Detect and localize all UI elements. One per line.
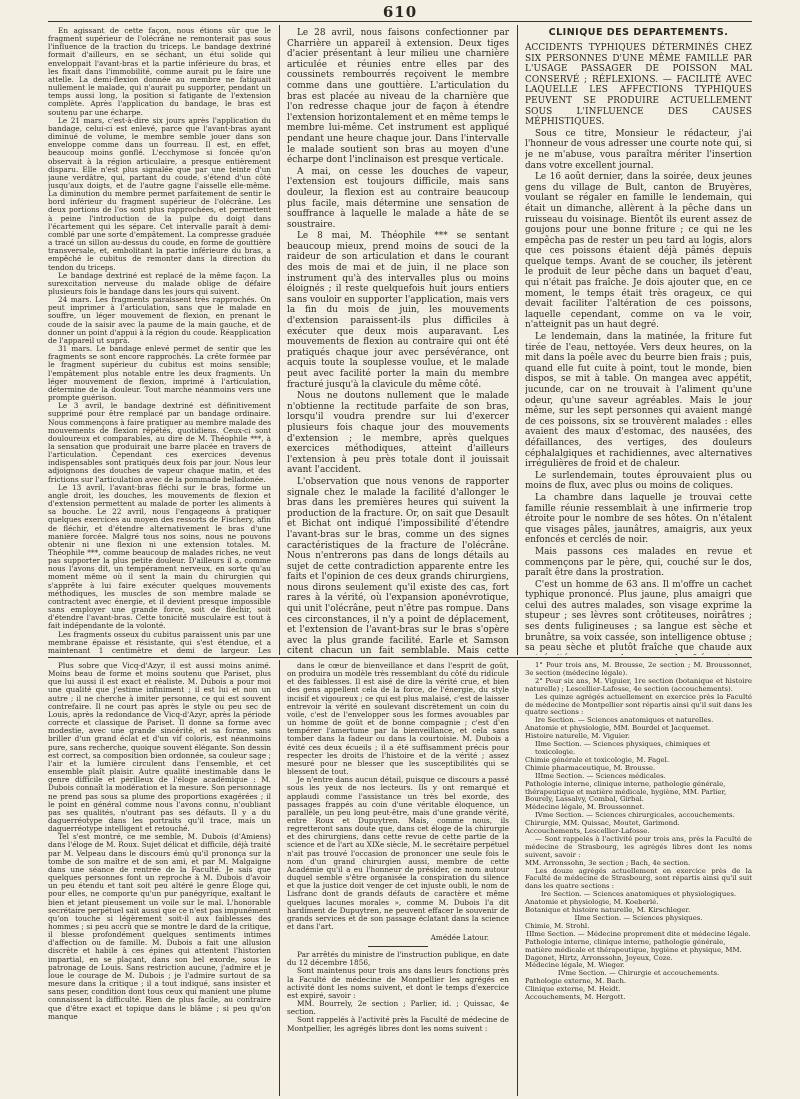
list-item: Anatomie et physiologie, M. Koeberlé. <box>525 898 659 907</box>
list-item: Histoire naturelle, M. Viguier. <box>525 732 630 741</box>
paragraph: dans le cœur de bienveillance et dans l'esprit de goût, on produira un modèle très ressemblant du côté du ridicule et des faiblesses. Il est aisé de dire la vérité crue, et bien des gens appellent cela de la force, de l'énergie, du style incisif et vigoureux ; ce qui est plus malaisé, c'est de laisser entrevoir la vérité en soulevant discrètement un coin du voile, c'est de l'envelopper sous les formes avouables par un homme de goût et de bonne compagnie ; c'est d'en tempérer l'amertume par la bienveillance, et cela sans tomber dans la fadeur ou dans la courtoisie. M. Dubois a évité ces deux écueils ; il a été suffisamment précis pour respecter les droits de l'histoire et de la vérité ; assez mesuré pour ne blesser que les susceptibilités qui se blessent de tout. <box>287 662 509 777</box>
paragraph: Le 21 mars, c'est-à-dire six jours après l'application du bandage, celui-ci est enlevé, parce que l'avant-bras ayant diminué de volume, le membre semble jouer dans son enveloppe comme dans un fourreau. Il est, en effet, beaucoup moins gonflé. L'ecchymose si foncée qu'on observait à la région articulaire, a presque entièrement disparu. Elle n'est plus signalée que par une teinte d'un jaune verdâtre, qui, partant du coude, s'étend d'un côté jusqu'aux doigts, et de l'autre gagne l'aisselle elle-même. La diminution du membre permet parfaitement de sentir le bord inférieur du fragment supérieur de l'olécrâne. Les deux portions de l'os sont plus rapprochées, et permettent à peine l'introduction de la pulpe du doigt dans l'écartement qui les sépare. Cet intervalle paraît à demi-comblé par une sorte d'empâtement. La compresse graduée a tracé un sillon au-dessus du coude, en forme de gouttière transversale, et, embolitant la partie inférieure du bras, a empêché le cubitus de remonter dans la direction du tendon du triceps. <box>48 115 271 272</box>
paragraph: La chambre dans laquelle je trouvai cette famille réunie ressemblait à une infirmerie trop étroite pour le nombre de ses hôtes. On n'étalent que visages pâles, jaunâtres, amaigris, aux yeux enfoncés et cerclés de noir. <box>525 492 752 546</box>
list-item: IVme Section. — Sciences chirurgicales, accouchements. <box>535 811 735 820</box>
lower-column-3 <box>525 662 752 1096</box>
lower-column-1 <box>48 662 271 1096</box>
list-item: MM. Arronssohn, 3e section ; Bach, 4e section. <box>525 858 691 867</box>
paragraph: Le lendemain, dans la matinée, la friture fut tirée de l'eau, nettoyée. Vers deux heures, on la mit dans la poêle avec du beurre bien frais ; puis, quand elle fut cuite à point, tout le monde, bien dispos, se mit à table. On mangea avec appétit, jucunde, car on ne trouvait à l'aliment qu'une odeur, qu'une saveur agréables. Mais le jour même, sur les sept personnes qui avaient mangé de ces poissons, six se trouvèrent malades : elles avaient des maux d'estomac, des nausées, des défaillances, des vertiges, des douleurs céphalalgiques et rachidiennes, avec alternatives irrégulières de froid et de chaleur. <box>525 332 752 470</box>
lower-column-2 <box>287 662 509 1096</box>
list-item: Accouchements, Lescellier-Lafosse. <box>525 827 650 836</box>
list-item: Anatomie et physiologie, MM. Bourdel et Jacquemet. <box>525 724 711 733</box>
paragraph: Tel s'est montré, ce me semble, M. Dubois (d'Amiens) dans l'éloge de M. Roux. Sujet délicat et difficile, déjà traité par M. Velpeau dans le discours émù qu'il prononça sur la tombe de son maître et de son ami, et par M. Malgaigne dans une séance de rentrée de la Faculté. Je sais que quelques personnes font un reproche à M. Dubois d'avoir un peu étendu et tant soit peu altéré le genre Éloge qui, pour elles, ne comporte qu'un pur panégyrique, exaltant le bien et jetant pieusement un voile sur le mal. L'honorable secrétaire perpétuel sait aussi que ce n'est pas impunément qu'on touche si légèrement soit-il aux faiblesses des hommes ; si peu accrû que se montre le dard de la critique, il blesse profondément quelques sentiments intimes d'affection ou de famille. M. Dubois a fait une allusion discrète et habile à ces épines qui attentent l'historien impartial, en se plaçant, dans son bel exorde, sous le patronage de Louis. Sans restriction aucune, j'admire et je loue le courage de M. Dubois ; je l'admire surtout de sa mesure dans la critique ; il a tout indiqué, sans insister et sans peser, condition dont tous ceux qui manient une plume connaissent la difficulté. Rien de plus facile, au contraire que d'être exact et topique dans le blâme ; si peu qu'on manque <box>48 832 271 1021</box>
list-item: Pathologie interne, clinique interne, pathologie générale, thérapeutique et matière médicale, hygiène, MM. Parlier, Bourely, Lassalvy, Combal, Girbal. <box>525 779 727 804</box>
paragraph: Le 28 avril, nous faisons confectionner par Charrière un appareil à extension. Deux tiges d'acier présentant à leur milieu une charnière articulée et réunies entre elles par des coussinets rembourrés reçoivent le membre comme dans une gouttière. L'articulation du bras est placée au niveau de la charnière que l'on redresse chaque jour de façon à étendre l'extension horizontalement et en même temps le membre lui-même. Cet instrument est appliqué pendant une heure chaque jour. Dans l'intervalle le malade soutient son bras au moyen d'une écharpe dont l'inclinaison est presque verticale. <box>287 28 509 166</box>
paragraph: Plus sobre que Vicq-d'Azyr, il est aussi moins animé. Moins beau de forme et moins soutenu que Pariset, plus que lui aussi il est exact et réaliste. M. Dubois a pour moi une qualité que j'estime infiniment ; il est lui et non un autre ; il ne cherche à imiter personne, ce qui est souvent contrefaire. Il ne court pas après le style ou peu sec de Louis, après la redondance de Vicq-d'Azyr, après la période correcte et classique de Pariset. Il donne sa forme avec modestie, avec une grande sincérité, et sa forme, sans briller d'un grand éclat et d'un vif coloris, est néanmoins pure, sans recherche, quoique souvent élégante. Son dessin est correct, sa composition bien ordonnée, sa couleur sage ; l'air et la lumière circulent dans l'ensemble, et cet ensemble plaît plaisir. Autre qualité inestimable dans le genre difficile et périlleux de l'éloge académique : M. Dubois connaît la modération et la mesure. Son personnage ne prend pas sous sa plume des proportions exagérées ; il le point en général comme nous l'avons connu, n'oubliant pas ses qualités, n'outrant pas ses défauts. Il y a du daguerréotype dans les portraits qu'il trace, mais un daguerréotype intelligent et retouché. <box>48 662 271 834</box>
paragraph: Sous ce titre, Monsieur le rédacteur, j'ai l'honneur de vous adresser une courte note qui, si je ne m'abuse, vous paraîtra mériter l'insertion dans votre excellent journal. <box>525 128 752 171</box>
upper-column-3 <box>525 27 752 655</box>
paragraph: Sont rappelés à l'activité près la Faculté de médecine de Montpellier, les agrégés libres dont les noms suivent : <box>287 1015 509 1033</box>
separator <box>368 946 428 947</box>
paragraph: Le 13 avril, l'avant-bras fléchi sur le bras, forme un angle droit, les douches, les mouvements de flexion et d'extension permettent au malade de porter les aliments à sa bouche. Le 22 avril, nous l'engageons à pratiquer quelques exercices au moyen des ressorts de Fischery, afin de fléchir, et d'étendre alternativement le bras d'une manière forcée. Malgré tous nos soins, nous ne pouvons obtenir ni une flexion ni une extension totales. M. Théophile ***, comme beaucoup de malades riches, ne veut pas supporter la plus petite douleur. D'ailleurs il a, comme nous l'avons dit, un tempérament nerveux, en sorte qu'au moment même où il sent la main du chirurgien qui s'apprête à lui faire exécuter quelques mouvements méthodiques, les muscles de son membre malade se contractent avec énergie, et il devient presque impossible sans employer une grande force, soit de fléchir, soit d'étendre l'avant-bras. Cette tonicité musculaire est tout à fait indépendante de la volonté. <box>48 482 271 631</box>
column-divider <box>517 660 518 1096</box>
paragraph: Le 16 août dernier, dans la soirée, deux jeunes gens du village de Bult, canton de Bruyères, voulant se régaler en famille le lendemain, qui était un dimanche, allèrent à la pêche dans un ruisseau du voisinage. Bientôt ils eurent assez de goujons pour une bonne friture ; ce qui ne les empêcha pas de rester un peu tard au logis, alors que ces poissons étaient déjà pâmés depuis quelque temps. Avant de se coucher, ils jetèrent le produit de leur pêche dans un baquet d'eau, qui n'était pas fraîche. Je dois ajouter que, en ce moment, le temps était très orageux, ce qui devait faciliter l'altération de ces poissons, laquelle cependant, comme on va le voir, n'atteignit pas un haut degré. <box>525 172 752 331</box>
list-item: IIme Section. — Sciences physiques. <box>574 914 703 922</box>
list-item: Chirurgie, MM. Quissac, Moutet, Garimond. <box>525 819 680 828</box>
column-divider <box>279 25 280 655</box>
paragraph: A mai, on cesse les douches de vapeur, l'extension est toujours difficile, mais sans douleur, la flexion est au contraire beaucoup plus facile, mais détermine une sensation de souffrance à laquelle le malade a hâte de se soustraire. <box>287 166 509 230</box>
list-item: Médecine légale, M. Wieger. <box>525 961 625 970</box>
list-item: 2° Pour six ans, M. Viguier, 1re section (botanique et histoire naturelle) ; Lescellier-Lafosse, 4e section (accouchements). <box>525 676 752 693</box>
list-item: IVme Section. — Chirurgie et accouchements. <box>557 969 720 978</box>
list-item: Clinique externe, M. Heidt. <box>525 985 621 994</box>
column-divider <box>517 25 518 655</box>
page-number: 610 <box>382 3 418 21</box>
upper-column-1 <box>48 27 271 655</box>
paragraph: Le 3 avril, le bandage dextriné est définitivement supprimé pour être remplacé par un bandage ordinaire. Nous commençons à faire pratiquer au membre malade des mouvements de flexion répétés, quotidiens. Ceux-ci sont douloureux et comparables, au dire de M. Théophile ***, à la sensation que produirait une barre placée en travers de l'articulation. Cependant ces exercices devenus indispensables sont pratiqués deux fois par jour. Nous leur adjoignons des douches de vapeur chaque matin, et des frictions sur l'articulation avec de la pommade belladonée. <box>48 401 271 484</box>
paragraph: L'observation que nous venons de rapporter signale chez le malade la facilité d'allonger le bras dans les premières heures qui suivent la production de la fracture. Or, on sait que Desault et Bichat ont indiqué l'impossibilité d'étendre l'avant-bras sur le bras, comme un des signes caractéristiques de la fracture de l'olécrâne. Nous n'entrerons pas dans de longs détails au sujet de cette contradiction apparente entre les faits et l'opinion de ces deux grands chirurgiens, nous dirons seulement qu'il existe des cas, fort rares à la vérité, où l'expansion aponévrotique, qui unit l'olécrâne, peut n'être pas rompue. Dans ces circonstances, il n'y a point de déplacement, et l'extension de l'avant-bras sur le bras s'opère avec la plus grande facilité. Earle et Samson citent chacun un fait semblable. Mais cette <box>287 476 509 655</box>
list-item: Ire Section. — Sciences anatomiques et physiologiques. <box>540 890 737 899</box>
list-item: Les quinze agrégés actuellement en exercice près la Faculté de médecine de Montpellier sont répartis ainsi qu'il suit dans les quatre sections : <box>525 692 752 717</box>
paragraph: 24 mars. Les fragments paraissent très rapprochés. On peut imprimer à l'articulation, sans que le malade en souffre, un léger mouvement de flexion, en prenant le coude de la saisir avec la paume de la main gauche, et de donner un point d'appui à la région du coude. Réapplication de l'appareil ut suprà. <box>48 295 271 345</box>
list-item: Chimie, M. Strohl. <box>525 921 590 930</box>
list-item: — Sont rappelés à l'activité pour trois ans, près la Faculté de médecine de Strasbourg, les agrégés libres dont les noms suivent, savoir : <box>525 834 752 859</box>
list-item: IIme Section. — Sciences physiques, chimiques et toxicologie. <box>535 740 710 756</box>
list-item: Les douze agrégés actuellement en exercice près de la Faculté de médecine de Strasbourg, sont répartis ainsi qu'il suit dans les quatre sections : <box>525 866 752 891</box>
paragraph: MM. Bourrely, 2e section ; Parlier, id. ; Quissac, 4e section. <box>287 999 509 1017</box>
list-item: Pathologie interne, clinique interne, pathologie générale, matière médicale et thérapeutique, hygiène et physique, MM. Dagonet, Hirtz, Arronssohn, Joyeux, Coze. <box>525 937 742 962</box>
paragraph: Sont maintenus pour trois ans dans leurs fonctions près la Faculté de médecine de Montpellier les agrégés en activité dont les noms suivent, et dont le temps d'exercice est expiré, savoir : <box>287 966 509 1000</box>
paragraph: Le 8 mai, M. Théophile *** se sentant beaucoup mieux, prend moins de souci de la raideur de son articulation et dans le courant des mois de mai et de juin, il ne place son instrument qu'à des intervalles plus ou moins éloignés ; il reste quelquefois huit jours entiers sans vouloir en supporter l'application, mais vers la fin du mois de juin, les mouvements d'extension paraissent-ils plus difficiles à exécuter que deux mois auparavant. Les mouvements de flexion au contraire qui ont été pratiqués chaque jour avec persévérance, ont acquis toute la souplesse voulue, et le malade peut avec facilité porter la main du membre fracturé jusqu'à la clavicule du même côté. <box>287 231 509 390</box>
list-item: Chimie pharmaceutique, M. Brousse. <box>525 763 656 772</box>
paragraph: Nous ne doutons nullement que le malade n'obtienne la rectitude parfaite de son bras, lorsqu'il voudra prendre sur lui d'exercer plusieurs fois chaque jour des mouvements d'extension ; le membre, après quelques exercices méthodiques, atteint d'ailleurs l'extension à peu près totale dont il jouissait avant l'accident. <box>287 391 509 476</box>
paragraph: Le bandage dextriné est replacé de la même façon. La surexcitation nerveuse du malade oblige de défaire plusieurs fois le bandage dans les jours qui suivent. <box>48 270 271 296</box>
column-divider <box>279 660 280 1096</box>
paragraph: C'est un homme de 63 ans. Il m'offre un cachet typhique prononcé. Plus jaune, plus amaigri que celui des autres malades, son visage exprime la stupeur ; ses lèvres sont crôtiteuses, noirâtres ; ses dents fuligineuses ; sa langue est sèche et brunâtre, sa voix cassée, son intelligence obtuse ; sa peau sèche et plutôt fraîche que chaude aux <box>525 579 752 654</box>
upper-column-2 <box>287 27 509 655</box>
list-item: Médecine légale, M. Broussonnet. <box>525 803 645 812</box>
middle-rule <box>48 657 752 658</box>
list-item: 1° Pour trois ans, M. Brousse, 2e section ; M. Broussonnet, 3e section (médecine légale). <box>525 662 752 677</box>
signature: Amédée Latour. <box>430 933 489 943</box>
paragraph: Je n'entre dans aucun détail, puisque ce discours a passé sous les yeux de nos lecteurs. Ils y ont remarqué et applaudi comme l'assistance un très bel exorde, des passages frappés au coin d'une véritable éloquence, un parallèle, un peu long peut-être, mais d'une grande vérité, entre Roux et Dupuytren. Mais, comme nous, ils regretteront sans doute que, dans cet éloge de la chirurgie et des chirurgiens, dans cette revue de cette partie de la science et de l'art au XIXe siècle, M. le secrétaire perpétuel n'ait pas trouvé l'occasion de prononcer une seule fois le nom d'un grand chirurgien aussi, membre de cette Académie qu'il a eu l'honneur de présider, ce nom autour duquel semble s'être organisée la conspiration du silence et que la justice doit venger de cet injuste oubli, le nom de Lisfranc dont de grands défauts de caractère et même quelques lacunes morales », comme M. Dubois l'a dit hardiment de Dupuytren, ne peuvent effacer le souvenir de grands services et de son passage éclatant dans la science et dans l'art. <box>287 775 509 931</box>
top-rule <box>48 21 752 22</box>
list-item: Chimie générale et toxicologie, M. Fagel. <box>525 755 670 764</box>
paragraph: 31 mars. Le bandage enlevé permet de sentir que les fragments se sont encore rapprochés. La crête formée par le fragment supérieur du cubitus est moins sensible; l'empâtement plus notable entre les deux fragments. Un léger mouvement de flexion, imprimé à l'articulation, détermine de la douleur. Tout marche néanmoins vers une prompte guérison. <box>48 344 271 403</box>
list-item: IIIme Section. — Médecine proprement dite et médecine légale. <box>526 929 751 938</box>
list-item: Botanique et histoire naturelle, M. Kirschleger. <box>525 906 691 915</box>
paragraph: Par arrêtés du ministre de l'instruction publique, en date du 12 décembre 1856, <box>287 950 509 968</box>
paragraph: Le surlendemain, toutes éprouvaient plus ou moins de flux, avec plus ou moins de coliques. <box>525 470 752 492</box>
list-item: Accouchements, M. Hergott. <box>525 993 626 1002</box>
list-item: Ire Section. — Sciences anatomiques et naturelles. <box>535 716 714 725</box>
paragraph: Les fragments osseux du cubitus paraissent unis par une membrane épaisse et résistante, qui s'est étendue, et a maintenant 1 centimètre et demi de largeur. Les <box>48 629 271 655</box>
list-item: IIIme Section. — Sciences médicales. <box>535 771 666 780</box>
section-summary: ACCIDENTS TYPHIQUES DÉTERMINÉS CHEZ SIX PERSONNES D'UNE MÊME FAMILLE PAR L'USAGE PASSAGER DE POISSON MAL CONSERVÉ ; RÉFLEXIONS. — FACILITÉ AVEC LAQUELLE LES AFFECTIONS TYPHIQUES PEUVENT SE PRODUIRE ACTUELLEMENT SOUS L'INFLUENCE DES CAUSES MÉPHISTIQUES. <box>525 43 752 128</box>
list-item: Pathologie externe, M. Bach. <box>525 977 627 986</box>
paragraph: Mais passons ces malades en revue et commençons par le père, qui, couché sur le dos, paraît être dans la prostration. <box>525 546 752 579</box>
paragraph: En agissant de cette façon, nous étions sûr que le fragment supérieur de l'olécrâne ne remonterait pas sous l'influence de la traction du triceps. Le bandage dextriné formait d'ailleurs, en se séchant, un étui solide qui enveloppait l'avant-bras et la partie inférieure du bras, et les fixait dans l'immobilité, comme aurait pu le faire une attelle. La demi-flexion donnée au membre ne fatiguait nullement le malade, qui n'aurait pu supporter, pendant un temps aussi long, la position si fatigante de l'extension complète. Après l'application du bandage, le bras est soutenu par une écharpe. <box>48 27 271 117</box>
section-title: CLINIQUE DES DÉPARTEMENTS. <box>548 27 729 38</box>
